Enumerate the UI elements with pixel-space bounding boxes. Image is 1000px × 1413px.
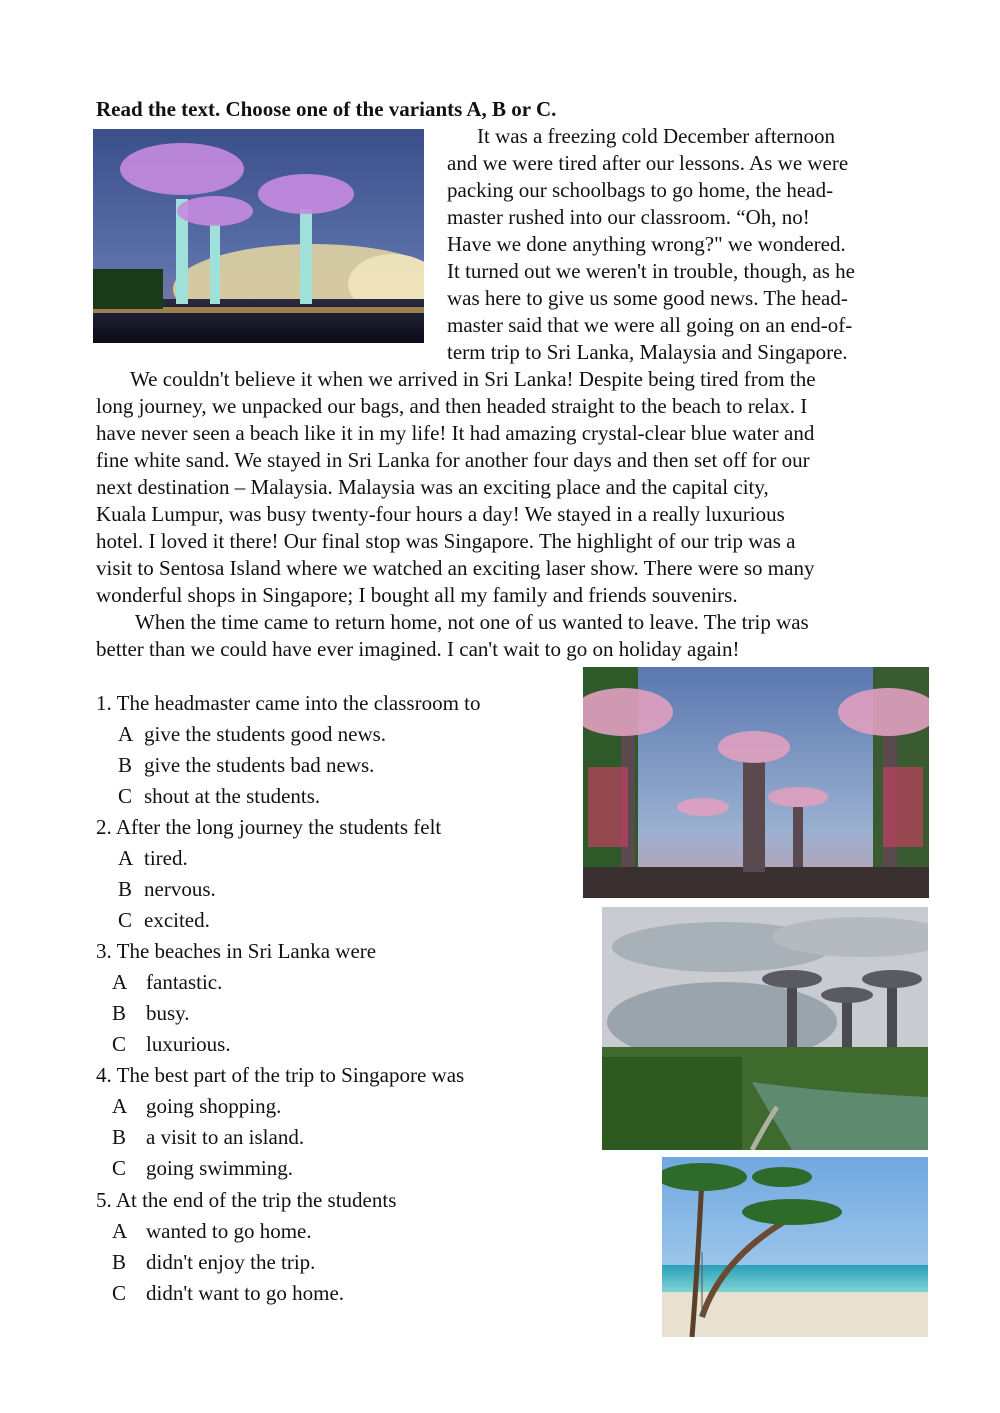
option-letter: A [118, 722, 134, 746]
option-letter: B [112, 1125, 127, 1149]
photo-gardens-lake [602, 907, 928, 1150]
option-text: luxurious. [146, 1032, 231, 1056]
option-text: didn't enjoy the trip. [146, 1250, 316, 1274]
option-letter: C [112, 1156, 127, 1180]
question-2: 2. After the long journey the students felt [96, 815, 442, 839]
option-letter: A [112, 970, 128, 994]
option-5b[interactable] [112, 1247, 315, 1278]
option-2b[interactable] [118, 874, 216, 905]
option-4a[interactable] [112, 1091, 281, 1122]
option-1b[interactable] [118, 750, 374, 781]
option-2c[interactable] [118, 905, 210, 936]
question-5: 5. At the end of the trip the students [96, 1188, 397, 1212]
option-1a[interactable] [118, 719, 386, 750]
option-4b[interactable] [112, 1122, 304, 1153]
option-letter: C [112, 1032, 127, 1056]
option-1c[interactable] [118, 781, 320, 812]
option-text: going shopping. [146, 1094, 282, 1118]
option-text: busy. [146, 1001, 190, 1025]
option-5a[interactable] [112, 1216, 312, 1247]
option-text: give the students bad news. [144, 753, 375, 777]
text-line-1: It was a freezing cold December afternoon [477, 124, 835, 148]
photo-beach-palms [662, 1157, 928, 1337]
option-text: shout at the students. [144, 784, 321, 808]
option-3a[interactable] [112, 967, 222, 998]
text-line-2: and we were tired after our lessons. As we were [447, 151, 849, 175]
text-line-16: hotel. I loved it there! Our final stop was Singapore. The highlight of our trip was a [96, 529, 796, 553]
question-1: 1. The headmaster came into the classroom to [96, 691, 481, 715]
option-text: didn't want to go home. [146, 1281, 345, 1305]
option-2a[interactable] [118, 843, 188, 874]
option-text: wanted to go home. [146, 1219, 312, 1243]
option-4c[interactable] [112, 1153, 293, 1184]
option-letter: C [118, 908, 133, 932]
option-letter: B [112, 1001, 127, 1025]
text-line-13: fine white sand. We stayed in Sri Lanka for another four days and then set off for our [96, 448, 810, 472]
option-letter: B [112, 1250, 127, 1274]
photo-supertrees-night [93, 129, 424, 343]
option-letter: C [112, 1281, 127, 1305]
text-line-3: packing our schoolbags to go home, the head- [447, 178, 834, 202]
text-line-5: Have we done anything wrong?" we wondered. [447, 232, 846, 256]
question-3: 3. The beaches in Sri Lanka were [96, 939, 377, 963]
question-4: 4. The best part of the trip to Singapore was [96, 1063, 465, 1087]
text-line-8: master said that we were all going on an end-of- [447, 313, 853, 337]
option-3b[interactable] [112, 998, 190, 1029]
text-line-19: When the time came to return home, not one of us wanted to leave. The trip was [135, 610, 809, 634]
text-line-20: better than we could have ever imagined. I can't wait to go on holiday again! [96, 637, 740, 661]
option-letter: C [118, 784, 133, 808]
option-text: going swimming. [146, 1156, 294, 1180]
text-line-11: long journey, we unpacked our bags, and then headed straight to the beach to relax. I [96, 394, 808, 418]
option-letter: A [112, 1094, 128, 1118]
option-letter: A [112, 1219, 128, 1243]
option-text: fantastic. [146, 970, 223, 994]
instruction-heading: Read the text. Choose one of the variants A, B or C. [96, 97, 557, 121]
text-line-10: We couldn't believe it when we arrived in Sri Lanka! Despite being tired from the [130, 367, 816, 391]
photo-supertrees-dusk [583, 667, 929, 898]
option-text: nervous. [144, 877, 216, 901]
text-line-9: term trip to Sri Lanka, Malaysia and Singapore. [447, 340, 848, 364]
text-line-15: Kuala Lumpur, was busy twenty-four hours a day! We stayed in a really luxurious [96, 502, 785, 526]
option-5c[interactable] [112, 1278, 344, 1309]
text-line-12: have never seen a beach like it in my life! It had amazing crystal-clear blue water and [96, 421, 815, 445]
text-line-14: next destination – Malaysia. Malaysia was an exciting place and the capital city, [96, 475, 769, 499]
option-text: tired. [144, 846, 188, 870]
option-text: a visit to an island. [146, 1125, 305, 1149]
text-line-7: was here to give us some good news. The head- [447, 286, 848, 310]
option-text: excited. [144, 908, 210, 932]
option-3c[interactable] [112, 1029, 231, 1060]
text-line-17: visit to Sentosa Island where we watched an exciting laser show. There were so many [96, 556, 815, 580]
option-letter: B [118, 753, 133, 777]
option-text: give the students good news. [144, 722, 387, 746]
option-letter: A [118, 846, 134, 870]
text-line-18: wonderful shops in Singapore; I bought all my family and friends souvenirs. [96, 583, 738, 607]
text-line-6: It turned out we weren't in trouble, though, as he [447, 259, 855, 283]
text-line-4: master rushed into our classroom. “Oh, no! [447, 205, 810, 229]
option-letter: B [118, 877, 133, 901]
